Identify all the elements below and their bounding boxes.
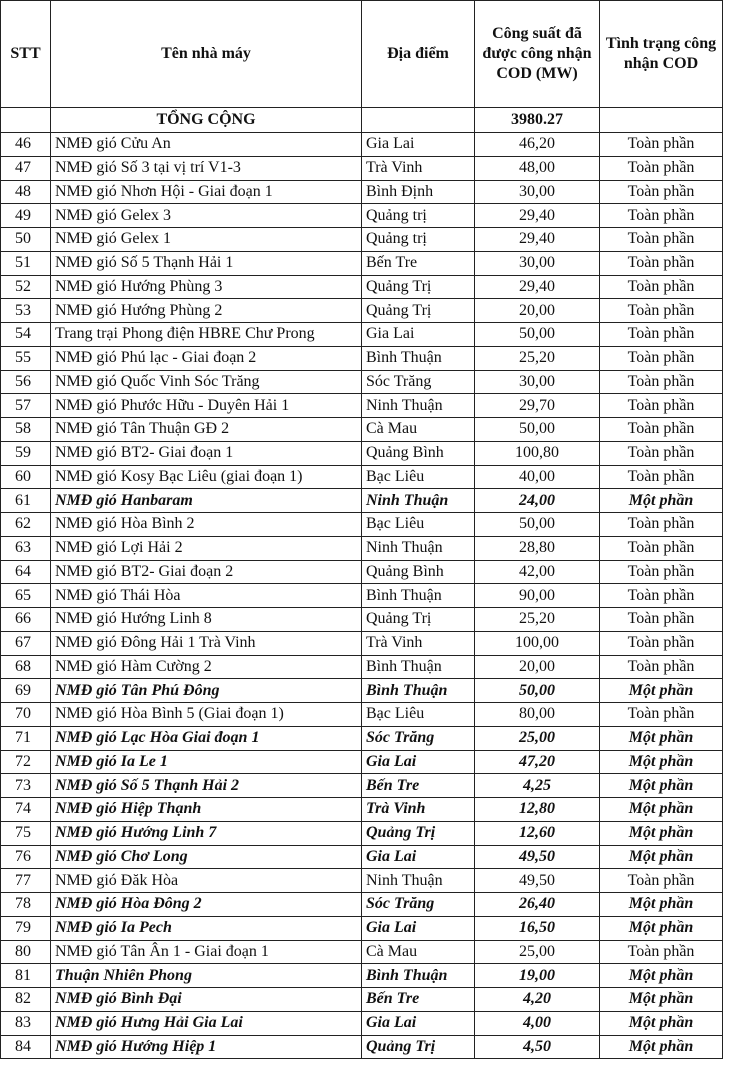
row-location: Trà Vinh [362, 631, 475, 655]
row-plant-name: NMĐ gió Hướng Linh 7 [51, 821, 362, 845]
row-status: Toàn phần [600, 346, 723, 370]
row-plant-name: NMĐ gió Hàm Cường 2 [51, 655, 362, 679]
row-capacity: 90,00 [475, 584, 600, 608]
row-status: Một phần [600, 489, 723, 513]
header-capacity: Công suất đã được công nhận COD (MW) [475, 1, 600, 108]
row-stt: 79 [1, 916, 51, 940]
row-plant-name: Trang trại Phong điện HBRE Chư Prong [51, 323, 362, 347]
row-stt: 54 [1, 323, 51, 347]
row-plant-name: NMĐ gió Gelex 3 [51, 204, 362, 228]
row-capacity: 25,20 [475, 608, 600, 632]
row-stt: 82 [1, 988, 51, 1012]
row-plant-name: NMĐ gió Tân Phú Đông [51, 679, 362, 703]
row-stt: 57 [1, 394, 51, 418]
row-stt: 78 [1, 893, 51, 917]
total-row [1, 108, 723, 133]
row-capacity: 12,60 [475, 821, 600, 845]
row-stt: 64 [1, 560, 51, 584]
table-row [1, 964, 723, 988]
row-status: Toàn phần [600, 370, 723, 394]
table-row [1, 394, 723, 418]
table-row [1, 1011, 723, 1035]
row-status: Toàn phần [600, 703, 723, 727]
row-status: Một phần [600, 893, 723, 917]
row-location: Quảng Trị [362, 299, 475, 323]
row-plant-name: NMĐ gió Lạc Hòa Giai đoạn 1 [51, 726, 362, 750]
row-location: Ninh Thuận [362, 489, 475, 513]
row-capacity: 46,20 [475, 133, 600, 157]
row-stt: 53 [1, 299, 51, 323]
row-status: Toàn phần [600, 323, 723, 347]
row-capacity: 40,00 [475, 465, 600, 489]
row-capacity: 4,20 [475, 988, 600, 1012]
row-location: Bến Tre [362, 988, 475, 1012]
row-plant-name: NMĐ gió Hiệp Thạnh [51, 798, 362, 822]
row-stt: 49 [1, 204, 51, 228]
table-row [1, 869, 723, 893]
row-location: Ninh Thuận [362, 536, 475, 560]
row-stt: 61 [1, 489, 51, 513]
row-plant-name: NMĐ gió Quốc Vinh Sóc Trăng [51, 370, 362, 394]
row-capacity: 4,00 [475, 1011, 600, 1035]
row-capacity: 20,00 [475, 655, 600, 679]
row-stt: 70 [1, 703, 51, 727]
row-capacity: 49,50 [475, 869, 600, 893]
row-status: Toàn phần [600, 251, 723, 275]
row-capacity: 29,40 [475, 228, 600, 252]
row-stt: 52 [1, 275, 51, 299]
row-capacity: 30,00 [475, 251, 600, 275]
table-row [1, 821, 723, 845]
row-capacity: 16,50 [475, 916, 600, 940]
table-row [1, 726, 723, 750]
row-capacity: 30,00 [475, 180, 600, 204]
row-plant-name: NMĐ gió Thái Hòa [51, 584, 362, 608]
row-plant-name: Thuận Nhiên Phong [51, 964, 362, 988]
row-plant-name: NMĐ gió Đông Hải 1 Trà Vinh [51, 631, 362, 655]
row-location: Quảng trị [362, 228, 475, 252]
table-row [1, 916, 723, 940]
row-location: Gia Lai [362, 916, 475, 940]
table-row [1, 703, 723, 727]
row-capacity: 50,00 [475, 679, 600, 703]
header-location: Địa điểm [362, 1, 475, 108]
row-stt: 77 [1, 869, 51, 893]
row-status: Một phần [600, 679, 723, 703]
row-plant-name: NMĐ gió BT2- Giai đoạn 1 [51, 441, 362, 465]
row-location: Sóc Trăng [362, 893, 475, 917]
row-stt: 83 [1, 1011, 51, 1035]
table-row [1, 299, 723, 323]
row-status: Một phần [600, 988, 723, 1012]
table-row [1, 988, 723, 1012]
row-capacity: 4,50 [475, 1035, 600, 1059]
row-status: Một phần [600, 1011, 723, 1035]
row-plant-name: NMĐ gió Hướng Phùng 2 [51, 299, 362, 323]
table-row [1, 584, 723, 608]
row-plant-name: NMĐ gió Hanbaram [51, 489, 362, 513]
row-location: Quảng Bình [362, 441, 475, 465]
row-status: Toàn phần [600, 418, 723, 442]
row-status: Toàn phần [600, 536, 723, 560]
row-plant-name: NMĐ gió Tân Ân 1 - Giai đoạn 1 [51, 940, 362, 964]
row-capacity: 42,00 [475, 560, 600, 584]
row-location: Bạc Liêu [362, 513, 475, 537]
row-capacity: 26,40 [475, 893, 600, 917]
row-capacity: 29,40 [475, 204, 600, 228]
table-row [1, 655, 723, 679]
row-stt: 59 [1, 441, 51, 465]
row-status: Một phần [600, 916, 723, 940]
table-row [1, 418, 723, 442]
row-stt: 51 [1, 251, 51, 275]
row-location: Ninh Thuận [362, 869, 475, 893]
row-status: Một phần [600, 750, 723, 774]
row-plant-name: NMĐ gió Đăk Hòa [51, 869, 362, 893]
row-plant-name: NMĐ gió Gelex 1 [51, 228, 362, 252]
row-capacity: 4,25 [475, 774, 600, 798]
table-row [1, 180, 723, 204]
row-capacity: 25,00 [475, 940, 600, 964]
row-status: Toàn phần [600, 394, 723, 418]
row-status: Toàn phần [600, 631, 723, 655]
row-stt: 80 [1, 940, 51, 964]
header-row [1, 1, 723, 108]
row-status: Toàn phần [600, 560, 723, 584]
row-plant-name: NMĐ gió Tân Thuận GĐ 2 [51, 418, 362, 442]
table-row [1, 631, 723, 655]
row-status: Một phần [600, 726, 723, 750]
table-row [1, 893, 723, 917]
table-row [1, 489, 723, 513]
table-row [1, 346, 723, 370]
row-status: Toàn phần [600, 299, 723, 323]
total-status-cell [600, 108, 723, 133]
row-plant-name: NMĐ gió Hòa Bình 5 (Giai đoạn 1) [51, 703, 362, 727]
row-capacity: 19,00 [475, 964, 600, 988]
row-stt: 47 [1, 156, 51, 180]
row-location: Gia Lai [362, 1011, 475, 1035]
table-row [1, 750, 723, 774]
header-stt: STT [1, 1, 51, 108]
row-capacity: 50,00 [475, 418, 600, 442]
row-plant-name: NMĐ gió Chơ Long [51, 845, 362, 869]
table-row [1, 536, 723, 560]
row-stt: 48 [1, 180, 51, 204]
table-row [1, 204, 723, 228]
row-plant-name: NMĐ gió Hòa Đông 2 [51, 893, 362, 917]
table-row [1, 560, 723, 584]
table-row [1, 133, 723, 157]
row-status: Toàn phần [600, 940, 723, 964]
row-stt: 75 [1, 821, 51, 845]
row-plant-name: NMĐ gió Hòa Bình 2 [51, 513, 362, 537]
row-capacity: 100,80 [475, 441, 600, 465]
row-stt: 73 [1, 774, 51, 798]
table-row [1, 845, 723, 869]
table-row [1, 251, 723, 275]
row-plant-name: NMĐ gió Phú lạc - Giai đoạn 2 [51, 346, 362, 370]
row-location: Quảng trị [362, 204, 475, 228]
row-stt: 58 [1, 418, 51, 442]
row-stt: 66 [1, 608, 51, 632]
row-capacity: 25,00 [475, 726, 600, 750]
row-stt: 62 [1, 513, 51, 537]
row-capacity: 25,20 [475, 346, 600, 370]
row-capacity: 47,20 [475, 750, 600, 774]
header-status: Tình trạng công nhận COD [600, 1, 723, 108]
row-stt: 67 [1, 631, 51, 655]
row-location: Sóc Trăng [362, 726, 475, 750]
table-row [1, 228, 723, 252]
row-status: Toàn phần [600, 869, 723, 893]
row-location: Ninh Thuận [362, 394, 475, 418]
row-plant-name: NMĐ gió Cửu An [51, 133, 362, 157]
row-location: Bến Tre [362, 774, 475, 798]
row-location: Bạc Liêu [362, 703, 475, 727]
row-stt: 68 [1, 655, 51, 679]
row-capacity: 49,50 [475, 845, 600, 869]
row-location: Trà Vinh [362, 798, 475, 822]
row-capacity: 50,00 [475, 323, 600, 347]
row-location: Gia Lai [362, 323, 475, 347]
row-plant-name: NMĐ gió Ia Le 1 [51, 750, 362, 774]
row-location: Bình Thuận [362, 655, 475, 679]
row-status: Toàn phần [600, 180, 723, 204]
row-stt: 81 [1, 964, 51, 988]
row-location: Bình Thuận [362, 679, 475, 703]
row-plant-name: NMĐ gió Ia Pech [51, 916, 362, 940]
row-location: Bến Tre [362, 251, 475, 275]
row-status: Toàn phần [600, 608, 723, 632]
row-status: Toàn phần [600, 275, 723, 299]
row-stt: 63 [1, 536, 51, 560]
row-status: Toàn phần [600, 228, 723, 252]
row-plant-name: NMĐ gió Hướng Phùng 3 [51, 275, 362, 299]
table-row [1, 940, 723, 964]
row-status: Toàn phần [600, 441, 723, 465]
row-capacity: 100,00 [475, 631, 600, 655]
row-stt: 76 [1, 845, 51, 869]
total-location-cell [362, 108, 475, 133]
row-capacity: 29,70 [475, 394, 600, 418]
row-location: Quảng Bình [362, 560, 475, 584]
row-location: Quảng Trị [362, 1035, 475, 1059]
row-stt: 74 [1, 798, 51, 822]
row-stt: 71 [1, 726, 51, 750]
row-capacity: 80,00 [475, 703, 600, 727]
total-label: TỔNG CỘNG [51, 108, 362, 133]
row-capacity: 20,00 [475, 299, 600, 323]
header-plant-name: Tên nhà máy [51, 1, 362, 108]
row-plant-name: NMĐ gió Hướng Linh 8 [51, 608, 362, 632]
row-plant-name: NMĐ gió Số 3 tại vị trí V1-3 [51, 156, 362, 180]
row-plant-name: NMĐ gió BT2- Giai đoạn 2 [51, 560, 362, 584]
row-location: Gia Lai [362, 845, 475, 869]
row-plant-name: NMĐ gió Bình Đại [51, 988, 362, 1012]
row-capacity: 30,00 [475, 370, 600, 394]
row-stt: 69 [1, 679, 51, 703]
row-stt: 84 [1, 1035, 51, 1059]
table-row [1, 608, 723, 632]
table-row [1, 465, 723, 489]
row-location: Bạc Liêu [362, 465, 475, 489]
row-location: Cà Mau [362, 940, 475, 964]
row-capacity: 28,80 [475, 536, 600, 560]
row-stt: 55 [1, 346, 51, 370]
row-stt: 60 [1, 465, 51, 489]
row-status: Toàn phần [600, 513, 723, 537]
row-status: Toàn phần [600, 655, 723, 679]
row-status: Toàn phần [600, 133, 723, 157]
table-row [1, 275, 723, 299]
row-plant-name: NMĐ gió Hưng Hải Gia Lai [51, 1011, 362, 1035]
row-stt: 56 [1, 370, 51, 394]
row-location: Bình Định [362, 180, 475, 204]
row-location: Cà Mau [362, 418, 475, 442]
row-location: Quảng Trị [362, 275, 475, 299]
row-plant-name: NMĐ gió Số 5 Thạnh Hải 1 [51, 251, 362, 275]
row-location: Sóc Trăng [362, 370, 475, 394]
row-plant-name: NMĐ gió Hướng Hiệp 1 [51, 1035, 362, 1059]
row-stt: 72 [1, 750, 51, 774]
row-status: Một phần [600, 1035, 723, 1059]
row-stt: 46 [1, 133, 51, 157]
table-row [1, 370, 723, 394]
table-row [1, 323, 723, 347]
row-capacity: 12,80 [475, 798, 600, 822]
row-location: Gia Lai [362, 133, 475, 157]
row-plant-name: NMĐ gió Kosy Bạc Liêu (giai đoạn 1) [51, 465, 362, 489]
table-row [1, 774, 723, 798]
row-status: Toàn phần [600, 156, 723, 180]
row-location: Bình Thuận [362, 964, 475, 988]
row-capacity: 24,00 [475, 489, 600, 513]
total-value: 3980.27 [475, 108, 600, 133]
row-capacity: 50,00 [475, 513, 600, 537]
row-plant-name: NMĐ gió Số 5 Thạnh Hải 2 [51, 774, 362, 798]
row-plant-name: NMĐ gió Nhơn Hội - Giai đoạn 1 [51, 180, 362, 204]
row-status: Một phần [600, 821, 723, 845]
row-location: Trà Vinh [362, 156, 475, 180]
row-plant-name: NMĐ gió Phước Hữu - Duyên Hải 1 [51, 394, 362, 418]
table-row [1, 1035, 723, 1059]
row-status: Một phần [600, 798, 723, 822]
row-status: Toàn phần [600, 204, 723, 228]
table-row [1, 156, 723, 180]
row-status: Toàn phần [600, 465, 723, 489]
row-stt: 50 [1, 228, 51, 252]
row-location: Gia Lai [362, 750, 475, 774]
row-status: Một phần [600, 774, 723, 798]
table-row [1, 679, 723, 703]
row-capacity: 48,00 [475, 156, 600, 180]
table-row [1, 513, 723, 537]
row-location: Quảng Trị [362, 608, 475, 632]
row-capacity: 29,40 [475, 275, 600, 299]
row-location: Quảng Trị [362, 821, 475, 845]
row-plant-name: NMĐ gió Lợi Hải 2 [51, 536, 362, 560]
row-stt: 65 [1, 584, 51, 608]
row-location: Bình Thuận [362, 584, 475, 608]
table-row [1, 798, 723, 822]
table-row [1, 441, 723, 465]
total-stt-cell [1, 108, 51, 133]
row-status: Một phần [600, 964, 723, 988]
row-status: Một phần [600, 845, 723, 869]
row-location: Bình Thuận [362, 346, 475, 370]
row-status: Toàn phần [600, 584, 723, 608]
